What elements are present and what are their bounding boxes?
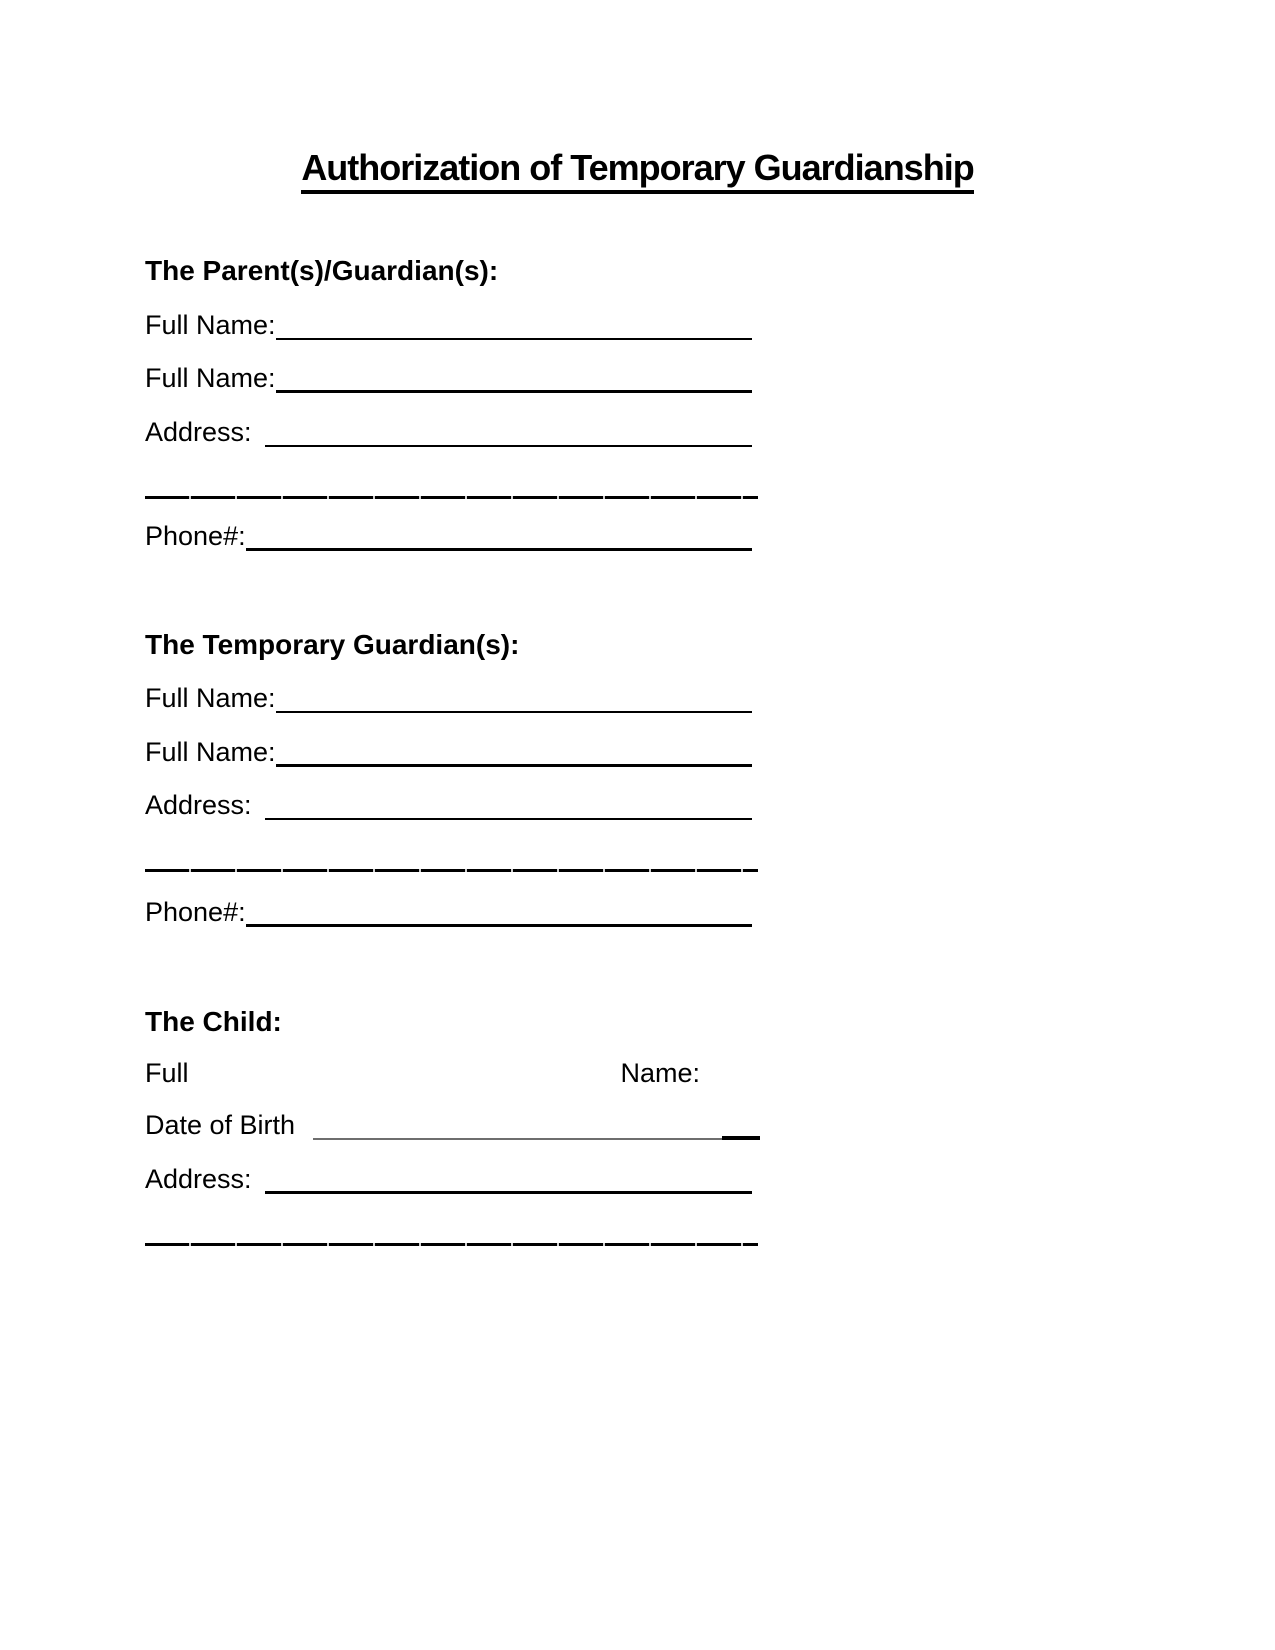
field-label-date-of-birth: Date of Birth bbox=[145, 1110, 296, 1140]
section-heading-parents: The Parent(s)/Guardian(s): bbox=[145, 255, 499, 286]
field-label-address: Address: bbox=[145, 1164, 252, 1194]
blank-line-address-continued bbox=[145, 496, 758, 499]
blank-line-full-name bbox=[276, 737, 752, 767]
label-line-gap bbox=[252, 1164, 265, 1194]
section-heading-temporary-guardians: The Temporary Guardian(s): bbox=[145, 629, 520, 660]
field-row-child-address bbox=[145, 1164, 752, 1194]
label-line-gap bbox=[252, 417, 265, 447]
blank-line-address bbox=[265, 1164, 752, 1194]
blank-line-address-continued bbox=[145, 1243, 758, 1246]
field-row-parent-address bbox=[145, 417, 752, 447]
label-line-gap bbox=[252, 790, 265, 820]
blank-line-date-of-birth-end bbox=[722, 1110, 760, 1140]
section-heading-child: The Child: bbox=[145, 1006, 282, 1037]
field-label-address: Address: bbox=[145, 417, 252, 447]
field-row-parent-full-name-2 bbox=[145, 363, 752, 393]
field-label-full: Full bbox=[145, 1058, 189, 1088]
label-line-gap bbox=[295, 1110, 313, 1140]
field-row-guardian-full-name-2 bbox=[145, 737, 752, 767]
field-row-guardian-full-name-1 bbox=[145, 683, 752, 713]
field-label-full-name: Full Name: bbox=[145, 683, 276, 713]
field-label-address: Address: bbox=[145, 790, 252, 820]
field-row-guardian-phone bbox=[145, 897, 752, 927]
field-label-full-name: Full Name: bbox=[145, 310, 276, 340]
blank-line-date-of-birth bbox=[313, 1110, 722, 1140]
blank-line-phone bbox=[246, 521, 752, 551]
blank-line-address-continued bbox=[145, 869, 758, 872]
field-label-name: Name: bbox=[620, 1058, 700, 1088]
field-label-phone: Phone#: bbox=[145, 521, 246, 551]
blank-line-phone bbox=[246, 897, 752, 927]
field-row-guardian-address bbox=[145, 790, 752, 820]
field-label-full-name: Full Name: bbox=[145, 737, 276, 767]
field-label-phone: Phone#: bbox=[145, 897, 246, 927]
field-row-child-full-name bbox=[145, 1058, 752, 1088]
field-label-full-name: Full Name: bbox=[145, 363, 276, 393]
blank-line-full-name bbox=[276, 683, 752, 713]
blank-line-full-name bbox=[276, 310, 752, 340]
title-wrap bbox=[0, 148, 1275, 194]
blank-line-address bbox=[265, 417, 752, 447]
page-title: Authorization of Temporary Guardianship bbox=[301, 148, 973, 194]
field-row-child-date-of-birth bbox=[145, 1110, 760, 1140]
blank-line-address bbox=[265, 790, 752, 820]
field-row-parent-full-name-1 bbox=[145, 310, 752, 340]
field-row-parent-phone bbox=[145, 521, 752, 551]
blank-line-full-name bbox=[276, 363, 752, 393]
